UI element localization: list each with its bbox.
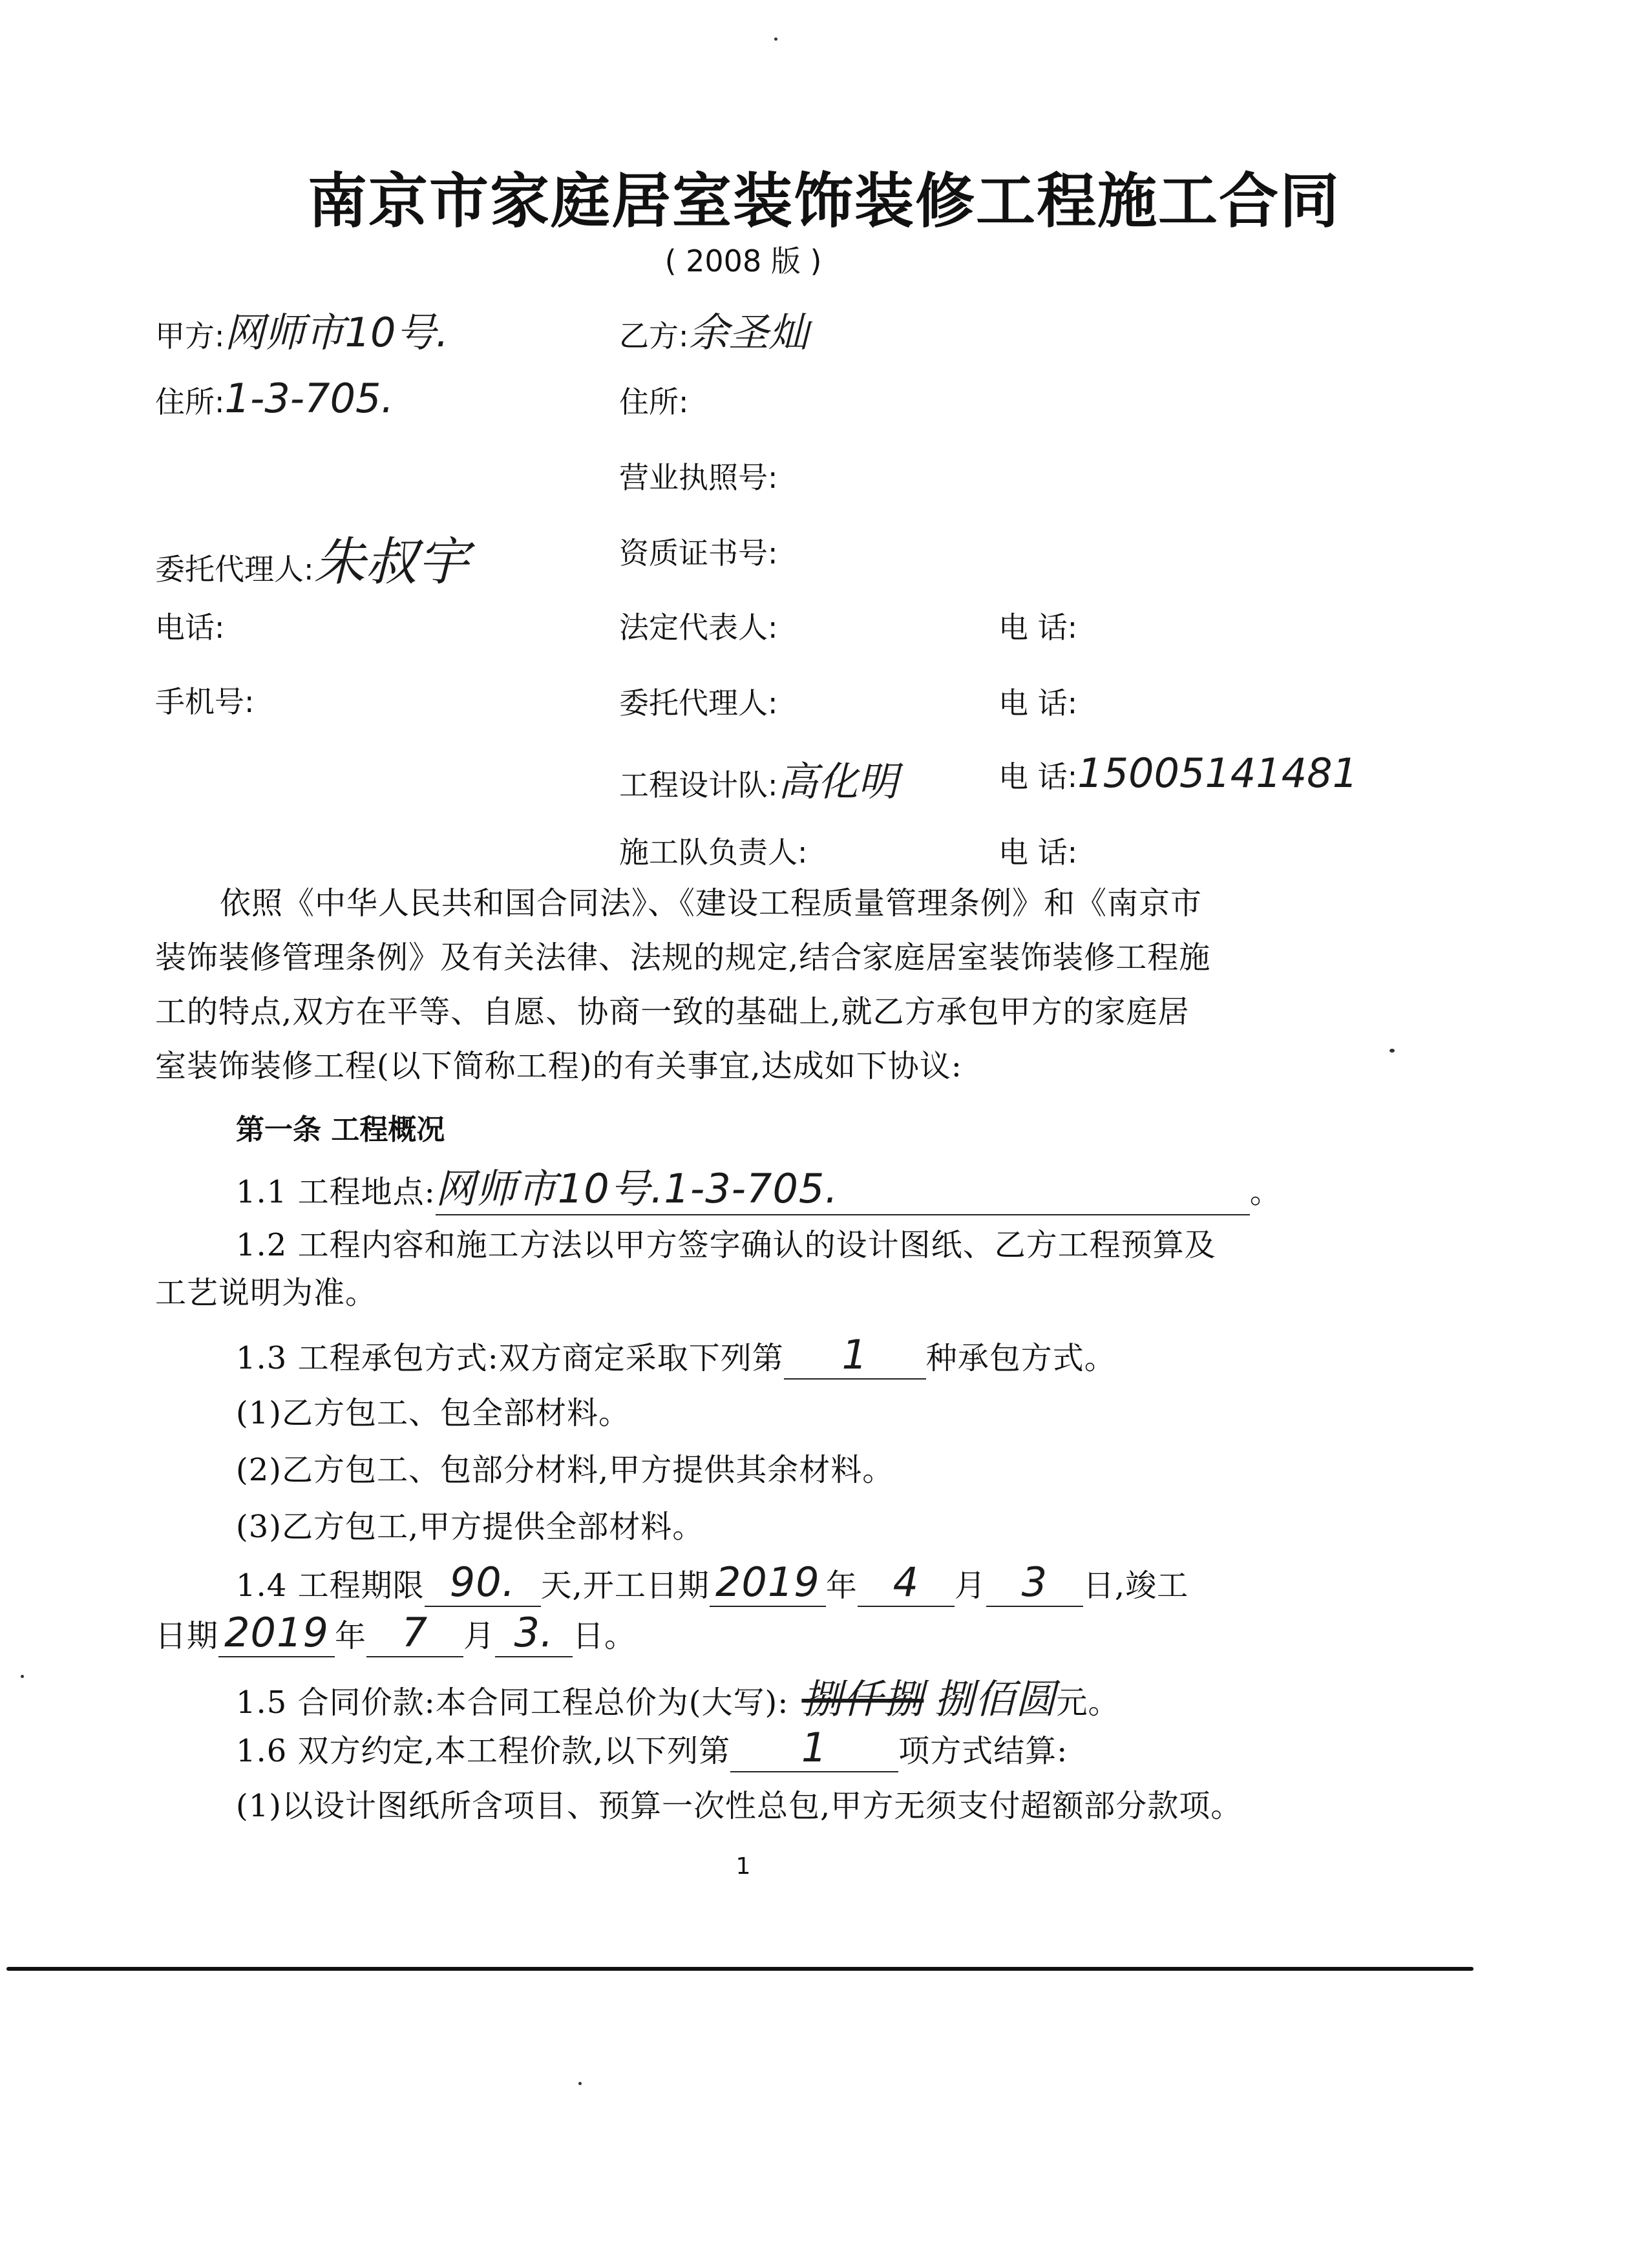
clause-1-4-line-1 [236, 1559, 1188, 1607]
party-a-agent-row [155, 520, 469, 594]
scan-speck [774, 37, 777, 41]
party-b-design-team-handwritten: 高化明 [777, 758, 898, 805]
party-a-name-handwritten: 网师市10号. [224, 309, 449, 356]
clause-1-6-post: 项方式结算: [898, 1733, 1068, 1769]
end-day-unit: 日。 [573, 1618, 637, 1654]
party-b-design-team-row [619, 750, 898, 807]
design-phone-row [998, 750, 1358, 797]
start-year-unit: 年 [825, 1568, 858, 1604]
price-struck-handwritten: 捌仟捌 [801, 1675, 924, 1723]
clause-1-5-pre: 1.5 合同价款:本合同工程总价为(大写): [236, 1685, 789, 1721]
settlement-option-1: (1)以设计图纸所含项目、预算一次性总包,甲方无须支付超额部分款项。 [236, 1788, 1243, 1824]
section-1-heading: 第一条 工程概况 [236, 1113, 445, 1146]
clause-1-1-label: 1.1 工程地点: [236, 1174, 436, 1210]
contract-mode-handwritten: 1 [784, 1331, 926, 1380]
construction-lead-phone-label: 电 话: [998, 835, 1078, 870]
clause-1-4-line-2 [155, 1609, 636, 1657]
party-b-design-team-label: 工程设计队: [619, 768, 778, 803]
design-phone-label: 电 话: [998, 759, 1078, 794]
settlement-mode-handwritten: 1 [730, 1724, 898, 1772]
scan-speck [21, 1675, 24, 1678]
intro-line-4: 室装饰装修工程(以下简称工程)的有关事宜,达成如下协议: [155, 1048, 962, 1084]
clause-1-2-line-2: 工艺说明为准。 [155, 1275, 377, 1311]
party-a-mobile-label: 手机号: [155, 684, 255, 719]
start-day-unit: 日,竣工 [1083, 1568, 1189, 1604]
option-3: (3)乙方包工,甲方提供全部材料。 [236, 1509, 704, 1545]
party-b-address-label: 住所: [619, 384, 689, 419]
party-a-agent-signature: 朱叔宇 [313, 532, 469, 592]
option-1: (1)乙方包工、包全部材料。 [236, 1395, 630, 1431]
party-a-phone-label: 电话: [155, 610, 225, 645]
completion-date-label: 日期 [155, 1618, 219, 1654]
clause-1-4-pre: 1.4 工程期限 [236, 1568, 425, 1604]
party-b-cert-label: 资质证书号: [619, 536, 778, 571]
duration-days-handwritten: 90. [425, 1559, 541, 1607]
party-b-name-row [619, 300, 809, 358]
clause-1-3-post: 种承包方式。 [925, 1340, 1116, 1376]
clause-1-5-post: 元。 [1056, 1685, 1120, 1721]
agent-phone-label: 电 话: [998, 686, 1078, 720]
clause-1-5 [236, 1667, 1119, 1725]
start-day-handwritten: 3 [986, 1559, 1083, 1607]
party-b-legal-rep-label: 法定代表人: [619, 610, 778, 645]
price-handwritten: 捌佰圆 [934, 1675, 1057, 1723]
page-number: 1 [735, 1853, 751, 1880]
intro-line-1: 依照《中华人民共和国合同法》、《建设工程质量管理条例》和《南京市 [220, 885, 1203, 921]
end-month-unit: 月 [463, 1618, 496, 1654]
clause-1-6-pre: 1.6 双方约定,本工程价款,以下列第 [236, 1733, 731, 1769]
intro-line-2: 装饰装修管理条例》及有关法律、法规的规定,结合家庭居室装饰装修工程施 [155, 940, 1211, 976]
scan-edge-rule [6, 1967, 1474, 1971]
clause-1-4-days-unit: 天,开工日期 [540, 1568, 710, 1604]
option-2: (2)乙方包工、包部分材料,甲方提供其余材料。 [236, 1452, 894, 1488]
start-month-unit: 月 [954, 1568, 986, 1604]
end-year-handwritten: 2019 [218, 1609, 335, 1657]
party-b-name-label: 乙方: [619, 319, 689, 353]
party-b-construction-lead-label: 施工队负责人: [619, 835, 808, 870]
end-day-handwritten: 3. [495, 1609, 573, 1657]
clause-1-2-line-1: 1.2 工程内容和施工方法以甲方签字确认的设计图纸、乙方工程预算及 [236, 1227, 1216, 1263]
party-b-name-handwritten: 余圣灿 [688, 309, 809, 356]
contract-title: 南京市家庭居室装饰装修工程施工合同 [307, 166, 1340, 236]
start-month-handwritten: 4 [858, 1559, 955, 1607]
party-a-address-row [155, 375, 394, 422]
project-location-handwritten: 网师市10号.1-3-705. [436, 1157, 1250, 1215]
party-a-name-label: 甲方: [155, 319, 225, 353]
end-year-unit: 年 [335, 1618, 367, 1654]
start-year-handwritten: 2019 [710, 1559, 826, 1607]
scan-speck [578, 2082, 582, 2085]
legal-rep-phone-label: 电 话: [998, 610, 1078, 645]
party-a-name-row [155, 300, 449, 358]
party-b-agent-label: 委托代理人: [619, 686, 778, 720]
edition-label: ( 2008 版 ) [664, 244, 822, 278]
party-a-address-label: 住所: [155, 384, 225, 419]
clause-1-3 [236, 1331, 1116, 1380]
clause-1-6 [236, 1724, 1068, 1772]
party-b-license-label: 营业执照号: [619, 460, 778, 495]
party-a-agent-label: 委托代理人: [155, 552, 314, 587]
scan-speck [1389, 1049, 1395, 1053]
clause-1-3-pre: 1.3 工程承包方式:双方商定采取下列第 [236, 1340, 784, 1376]
clause-1-1 [236, 1157, 1282, 1215]
end-month-handwritten: 7 [366, 1609, 463, 1657]
party-a-address-handwritten: 1-3-705. [224, 375, 394, 422]
intro-line-3: 工的特点,双方在平等、自愿、协商一致的基础上,就乙方承包甲方的家庭居 [155, 994, 1190, 1030]
design-phone-handwritten: 15005141481 [1077, 750, 1358, 797]
clause-1-1-end: 。 [1249, 1174, 1282, 1210]
